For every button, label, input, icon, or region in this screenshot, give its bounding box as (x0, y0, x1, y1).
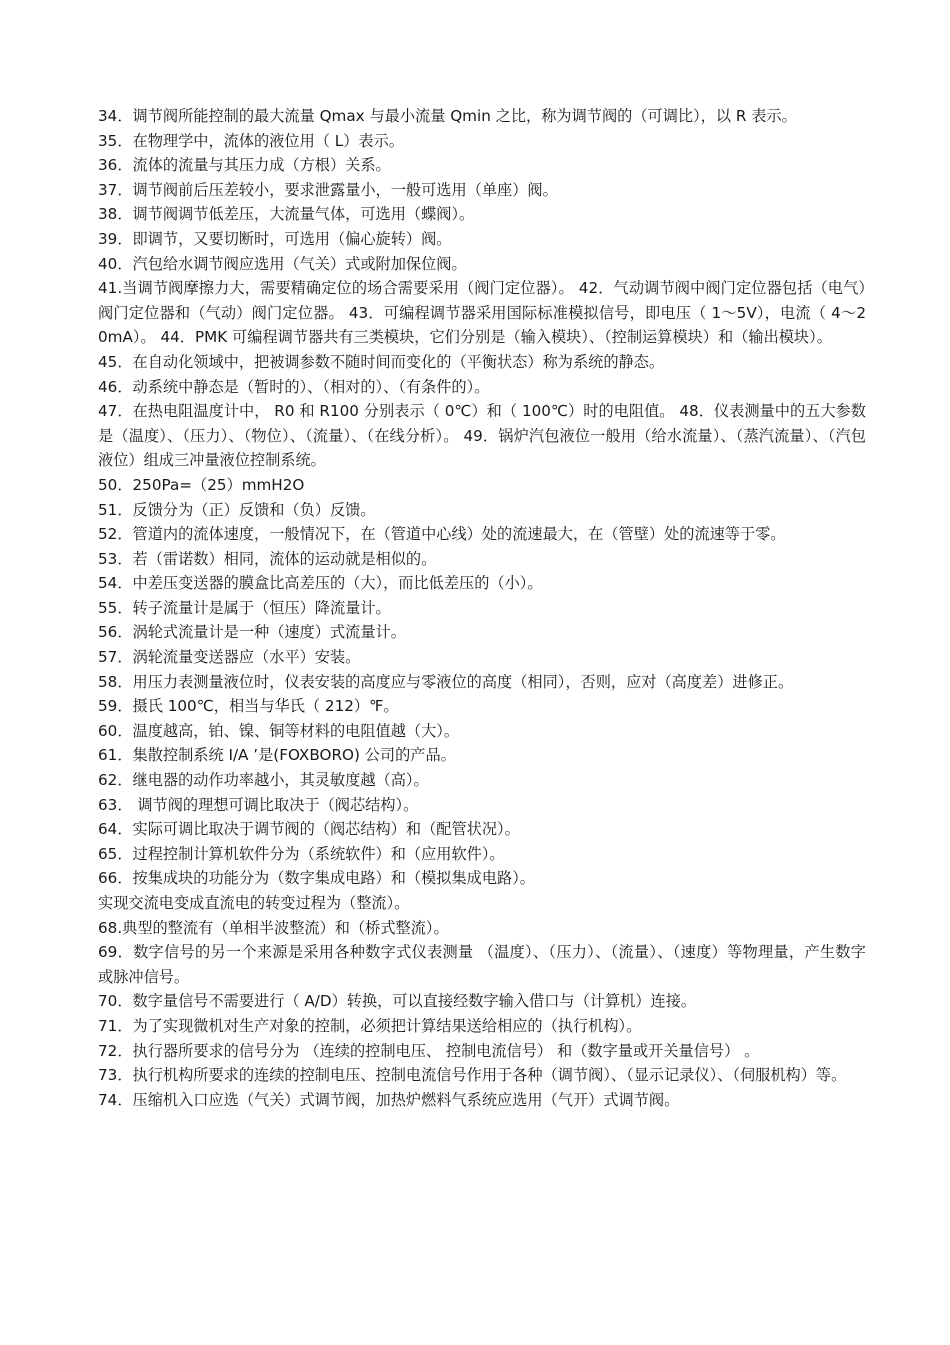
paragraph-53: 53．若（雷诺数）相同，流体的运动就是相似的。 (98, 549, 437, 568)
paragraph-62: 62．继电器的动作功率越小，其灵敏度越（高）。 (98, 771, 429, 790)
paragraph-55: 55．转子流量计是属于（恒压）降流量计。 (98, 598, 391, 617)
paragraph-35: 35．在物理学中，流体的液位用（ L）表示。 (98, 131, 404, 150)
paragraph-38: 38．调节阀调节低差压，大流量气体，可选用（蝶阀）。 (98, 205, 475, 224)
paragraph-45: 45．在自动化领域中，把被调参数不随时间而变化的（平衡状态）称为系统的静态。 (98, 352, 665, 371)
paragraph-64: 64．实际可调比取决于调节阀的（阀芯结构）和（配管状况）。 (98, 820, 520, 839)
paragraph-73: 73．执行机构所要求的连续的控制电压、控制电流信号作用于各种（调节阀）、（显示记录仪）、（伺服机构）等。 (98, 1066, 847, 1085)
paragraph-65: 65．过程控制计算机软件分为（系统软件）和（应用软件）。 (98, 844, 505, 863)
paragraph-60: 60．温度越高，铂、镍、铜等材料的电阻值越（大）。 (98, 721, 460, 740)
paragraph-74: 74．压缩机入口应选（气关）式调节阀，加热炉燃料气系统应选用（气开）式调节阀。 (98, 1090, 680, 1109)
paragraph-70: 70．数字量信号不需要进行（ A/D）转换，可以直接经数字输入借口与（计算机）连接。 (98, 992, 697, 1011)
paragraph-61: 61．集散控制系统 I/A ’是(FOXBORO) 公司的产品。 (98, 746, 456, 765)
paragraph-57: 57．涡轮流量变送器应（水平）安装。 (98, 648, 361, 667)
paragraph-59: 59．摄氏 100℃，相当与华氏（ 212）℉。 (98, 697, 399, 716)
paragraph-47-49: 47．在热电阻温度计中， R0 和 R100 分别表示（ 0℃）和（ 100℃）时的电阻值。 48．仪表测量中的五大参数是（温度）、（压力）、（物位）、（流量）、（在线分析）。 49．锅炉汽包液位一般用（给水流量）、（蒸汽流量）、（汽包液位）组成三冲量液位控制系统。 (98, 402, 866, 470)
paragraph-67: 实现交流电变成直流电的转变过程为（整流）。 (98, 894, 410, 912)
paragraph-71: 71．为了实现微机对生产对象的控制，必须把计算结果送给相应的（执行机构）。 (98, 1016, 642, 1035)
paragraph-51: 51．反馈分为（正）反馈和（负）反馈。 (98, 500, 376, 519)
paragraph-54: 54．中差压变送器的膜盒比高差压的（大），而比低差压的（小）。 (98, 574, 543, 593)
paragraph-58: 58．用压力表测量液位时，仪表安装的高度应与零液位的高度（相同），否则，应对（高度差）进修正。 (98, 672, 794, 691)
paragraph-72: 72．执行器所要求的信号分为 （连续的控制电压、 控制电流信号） 和（数字量或开关量信号） 。 (98, 1041, 760, 1060)
document-body (98, 104, 866, 1112)
paragraph-34: 34．调节阀所能控制的最大流量 Qmax 与最小流量 Qmin 之比，称为调节阀的（可调比），以 R 表示。 (98, 107, 797, 125)
paragraph-39: 39．即调节，又要切断时，可选用（偏心旋转）阀。 (98, 229, 452, 248)
paragraph-68: 68.典型的整流有（单相半波整流）和（桥式整流）。 (98, 918, 449, 937)
paragraph-41-44: 41.当调节阀摩擦力大，需要精确定位的场合需要采用（阀门定位器）。 42．气动调节阀中阀门定位器包括（电气）阀门定位器和（气动）阀门定位器。 43．可编程调节器采用国际标准模拟信号，即电压（ 1～5V），电流（ 4～20mA）。 44．PMK 可编程调节器共有三类模块，它们分别是（输入模块）、（控制运算模块）和（输出模块）。 (98, 279, 866, 347)
paragraph-63: 63． 调节阀的理想可调比取决于（阀芯结构）。 (98, 795, 419, 814)
paragraph-37: 37．调节阀前后压差较小，要求泄露量小，一般可选用（单座）阀。 (98, 180, 558, 199)
paragraph-56: 56．涡轮式流量计是一种（速度）式流量计。 (98, 623, 406, 642)
paragraph-52: 52．管道内的流体速度，一般情况下，在（管道中心线）处的流速最大，在（管壁）处的流速等于零。 (98, 525, 786, 544)
paragraph-50: 50．250Pa=（25）mmH2O (98, 475, 305, 494)
paragraph-46: 46．动系统中静态是（暂时的）、（相对的）、（有条件的）。 (98, 377, 490, 396)
paragraph-66: 66．按集成块的功能分为（数字集成电路）和（模拟集成电路）。 (98, 869, 535, 888)
paragraph-40: 40．汽包给水调节阀应选用（气关）式或附加保位阀。 (98, 254, 467, 273)
paragraph-36: 36．流体的流量与其压力成（方根）关系。 (98, 156, 391, 175)
paragraph-69: 69．数字信号的另一个来源是采用各种数字式仪表测量 （温度）、（压力）、（流量）、（速度）等物理量，产生数字或脉冲信号。 (98, 943, 866, 986)
